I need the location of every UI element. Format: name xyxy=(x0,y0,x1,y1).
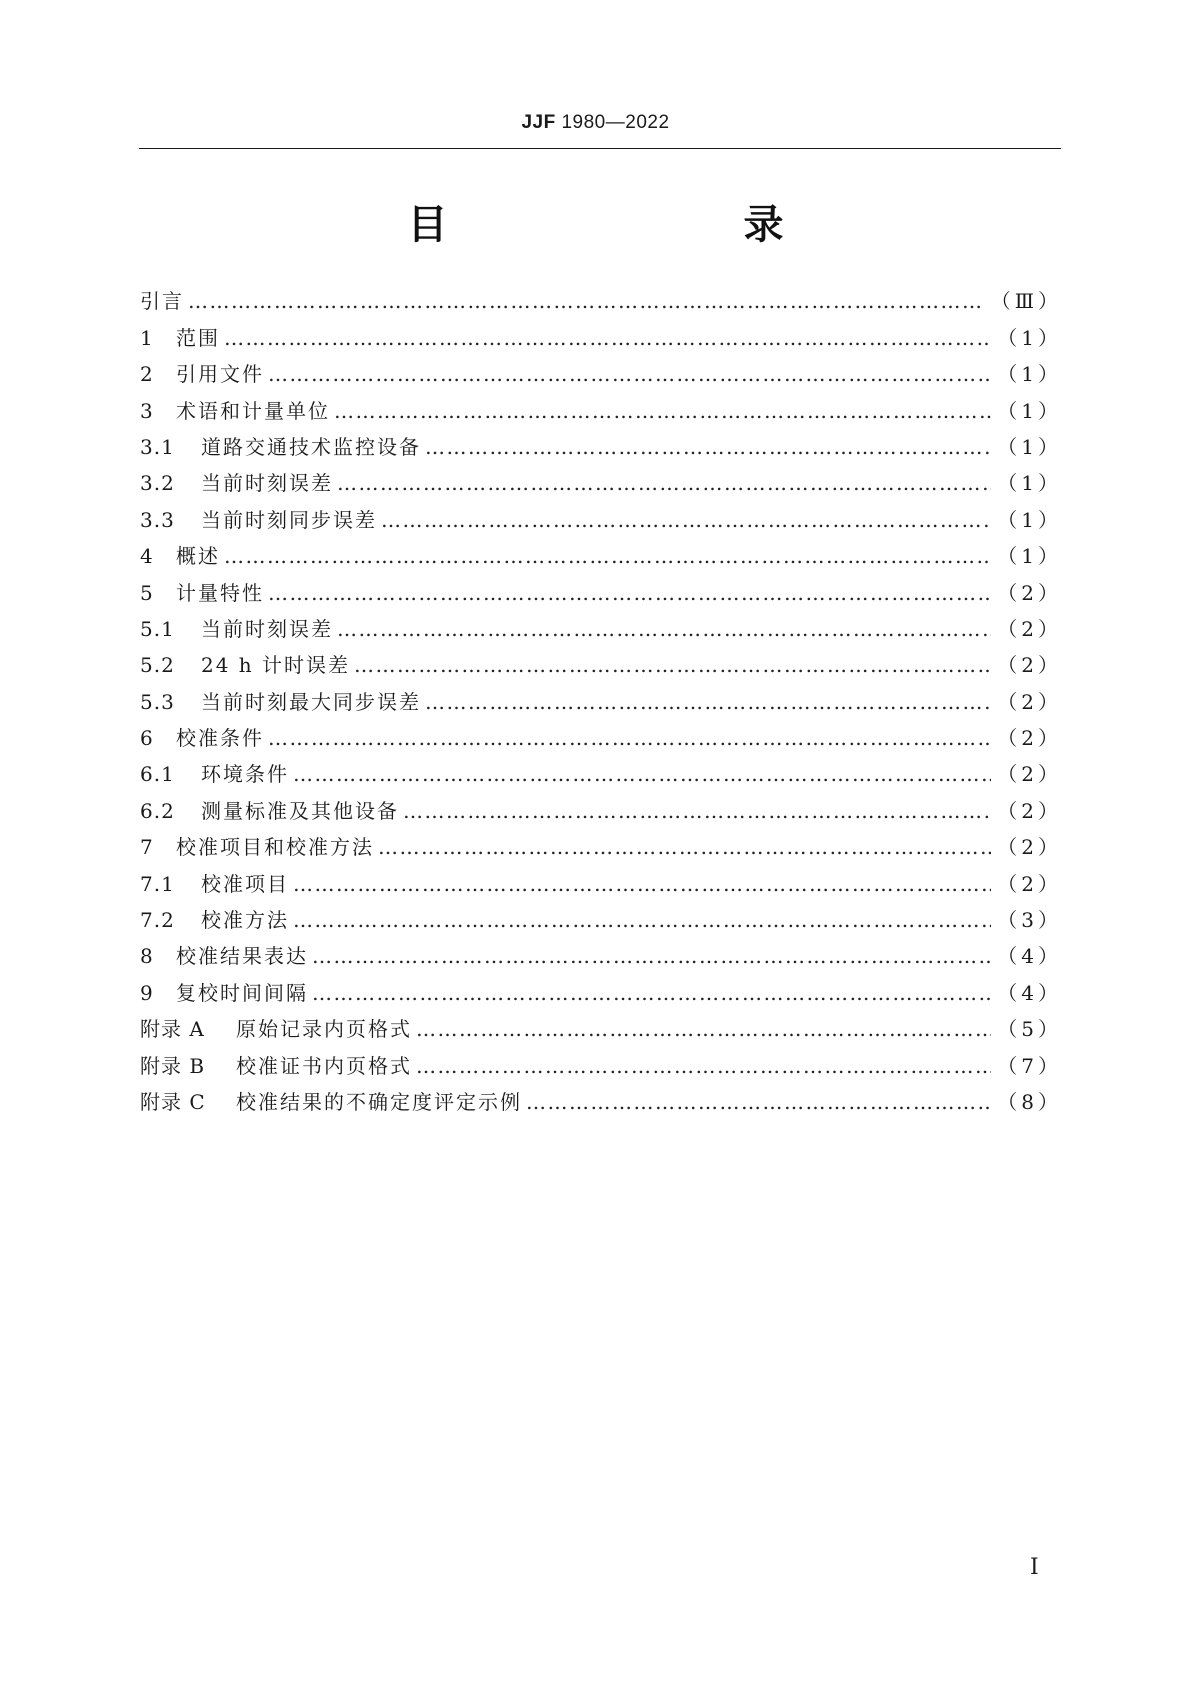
toc-entry-page: （5） xyxy=(997,1017,1062,1042)
toc-entry-title: 校准证书内页格式 xyxy=(236,1053,412,1078)
toc-entry-number: 3 xyxy=(140,398,154,423)
toc-entry-title: 原始记录内页格式 xyxy=(236,1017,412,1042)
toc-entry-title: 环境条件 xyxy=(201,762,289,787)
toc-leader-dots xyxy=(337,616,991,642)
toc-entry-title: 当前时刻误差 xyxy=(201,471,333,496)
toc-entry-page: （7） xyxy=(997,1053,1062,1078)
toc-leader-dots xyxy=(224,543,991,569)
toc-leader-dots xyxy=(268,580,991,606)
toc-entry-page: （4） xyxy=(997,980,1062,1005)
toc-leader-dots xyxy=(354,652,991,678)
toc-leader-dots xyxy=(334,398,991,424)
page-header xyxy=(0,112,1191,134)
toc-entry-number: 3.2 xyxy=(140,471,175,496)
toc-entry-title: 校准项目和校准方法 xyxy=(176,835,374,860)
toc-leader-dots xyxy=(425,689,991,715)
toc-entry-title: 复校时间间隔 xyxy=(176,980,308,1005)
toc-entry-number: 附录 B xyxy=(140,1053,206,1078)
table-of-contents xyxy=(140,278,1062,1115)
toc-entry-title: 道路交通技术监控设备 xyxy=(201,434,421,459)
toc-entry-appendix-b[interactable] xyxy=(140,1042,1062,1078)
toc-entry-page: （2） xyxy=(997,871,1062,896)
page-number: Ⅰ xyxy=(1030,1555,1039,1580)
toc-entry-3-3[interactable] xyxy=(140,496,1062,532)
toc-leader-dots xyxy=(416,1053,991,1079)
toc-entry-title: 术语和计量单位 xyxy=(176,398,330,423)
standard-code-prefix: JJF xyxy=(521,112,556,133)
toc-entry-page: （8） xyxy=(997,1089,1062,1114)
toc-entry-title: 24 h 计时误差 xyxy=(201,653,351,678)
toc-entry-page: （1） xyxy=(997,544,1062,569)
toc-leader-dots xyxy=(416,1016,991,1042)
toc-entry-appendix-a[interactable] xyxy=(140,1006,1062,1042)
toc-entry-3-2[interactable] xyxy=(140,460,1062,496)
toc-leader-dots xyxy=(425,434,991,460)
toc-entry-title: 校准结果表达 xyxy=(176,944,308,969)
toc-entry-page: （2） xyxy=(997,580,1062,605)
toc-entry-page: （3） xyxy=(997,908,1062,933)
toc-title: 目 录 xyxy=(407,202,856,248)
toc-entry-page: （2） xyxy=(997,653,1062,678)
toc-entry-1[interactable] xyxy=(140,314,1062,350)
toc-entry-title: 计量特性 xyxy=(176,580,264,605)
toc-leader-dots xyxy=(312,943,991,969)
toc-entry-number: 9 xyxy=(140,980,154,1005)
toc-entry-number: 3.3 xyxy=(140,507,175,532)
toc-entry-title: 校准项目 xyxy=(201,871,289,896)
toc-entry-number: 附录 C xyxy=(140,1089,206,1114)
toc-leader-dots xyxy=(293,871,991,897)
toc-entry-page: （2） xyxy=(997,762,1062,787)
toc-entry-title: 测量标准及其他设备 xyxy=(201,798,399,823)
toc-entry-title: 校准条件 xyxy=(176,726,264,751)
toc-entry-title: 校准方法 xyxy=(201,908,289,933)
toc-entry-page: （Ⅲ） xyxy=(990,289,1062,314)
toc-entry-7-1[interactable] xyxy=(140,860,1062,896)
toc-entry-page: （1） xyxy=(997,434,1062,459)
toc-entry-title: 校准结果的不确定度评定示例 xyxy=(236,1089,522,1114)
toc-entry-title: 当前时刻最大同步误差 xyxy=(201,689,421,714)
toc-entry-page: （1） xyxy=(997,471,1062,496)
toc-entry-5[interactable] xyxy=(140,569,1062,605)
toc-entry-7[interactable] xyxy=(140,824,1062,860)
toc-entry-number: 2 xyxy=(140,362,154,387)
toc-entry-number: 4 xyxy=(140,544,154,569)
toc-leader-dots xyxy=(293,907,991,933)
toc-entry-title: 当前时刻同步误差 xyxy=(201,507,377,532)
toc-entry-title: 引言 xyxy=(140,289,184,314)
toc-entry-number: 3.1 xyxy=(140,434,175,459)
toc-entry-8[interactable] xyxy=(140,933,1062,969)
toc-entry-title: 引用文件 xyxy=(176,362,264,387)
toc-entry-3-1[interactable] xyxy=(140,424,1062,460)
toc-entry-number: 5.3 xyxy=(140,689,175,714)
toc-entry-number: 8 xyxy=(140,944,154,969)
toc-entry-number: 7.2 xyxy=(140,908,175,933)
toc-leader-dots xyxy=(337,470,991,496)
toc-entry-number: 5.2 xyxy=(140,653,175,678)
toc-leader-dots xyxy=(188,288,985,314)
toc-entry-number: 6 xyxy=(140,726,154,751)
toc-entry-6[interactable] xyxy=(140,715,1062,751)
toc-entry-title: 概述 xyxy=(176,544,220,569)
toc-entry-page: （2） xyxy=(997,726,1062,751)
toc-leader-dots xyxy=(268,725,991,751)
toc-entry-page: （1） xyxy=(997,398,1062,423)
toc-entry-5-3[interactable] xyxy=(140,678,1062,714)
toc-entry-3[interactable] xyxy=(140,387,1062,423)
toc-entry-foreword[interactable] xyxy=(140,278,1062,314)
toc-entry-page: （1） xyxy=(997,362,1062,387)
toc-leader-dots xyxy=(312,980,991,1006)
toc-entry-number: 7 xyxy=(140,835,154,860)
toc-entry-page: （2） xyxy=(997,798,1062,823)
toc-entry-6-2[interactable] xyxy=(140,787,1062,823)
toc-entry-page: （2） xyxy=(997,689,1062,714)
toc-entry-page: （1） xyxy=(997,507,1062,532)
toc-entry-page: （2） xyxy=(997,835,1062,860)
toc-entry-5-2[interactable] xyxy=(140,642,1062,678)
toc-entry-2[interactable] xyxy=(140,351,1062,387)
toc-entry-number: 1 xyxy=(140,325,154,350)
toc-entry-number: 7.1 xyxy=(140,871,175,896)
toc-entry-6-1[interactable] xyxy=(140,751,1062,787)
toc-entry-4[interactable] xyxy=(140,533,1062,569)
toc-leader-dots xyxy=(381,507,991,533)
toc-leader-dots xyxy=(224,325,991,351)
toc-leader-dots xyxy=(268,361,991,387)
toc-leader-dots xyxy=(403,798,991,824)
toc-entry-page: （2） xyxy=(997,616,1062,641)
toc-leader-dots xyxy=(526,1089,991,1115)
toc-leader-dots xyxy=(378,834,991,860)
toc-entry-5-1[interactable] xyxy=(140,606,1062,642)
toc-entry-title: 当前时刻误差 xyxy=(201,616,333,641)
toc-entry-9[interactable] xyxy=(140,969,1062,1005)
toc-entry-number: 5 xyxy=(140,580,154,605)
toc-entry-page: （4） xyxy=(997,944,1062,969)
standard-code-number: 1980—2022 xyxy=(555,112,670,133)
toc-entry-number: 附录 A xyxy=(140,1017,205,1042)
toc-entry-page: （1） xyxy=(997,325,1062,350)
toc-entry-number: 5.1 xyxy=(140,616,175,641)
header-rule xyxy=(139,148,1061,149)
toc-entry-appendix-c[interactable] xyxy=(140,1079,1062,1115)
toc-entry-7-2[interactable] xyxy=(140,897,1062,933)
toc-entry-number: 6.1 xyxy=(140,762,175,787)
toc-entry-title: 范围 xyxy=(176,325,220,350)
toc-leader-dots xyxy=(293,761,991,787)
toc-entry-number: 6.2 xyxy=(140,798,175,823)
